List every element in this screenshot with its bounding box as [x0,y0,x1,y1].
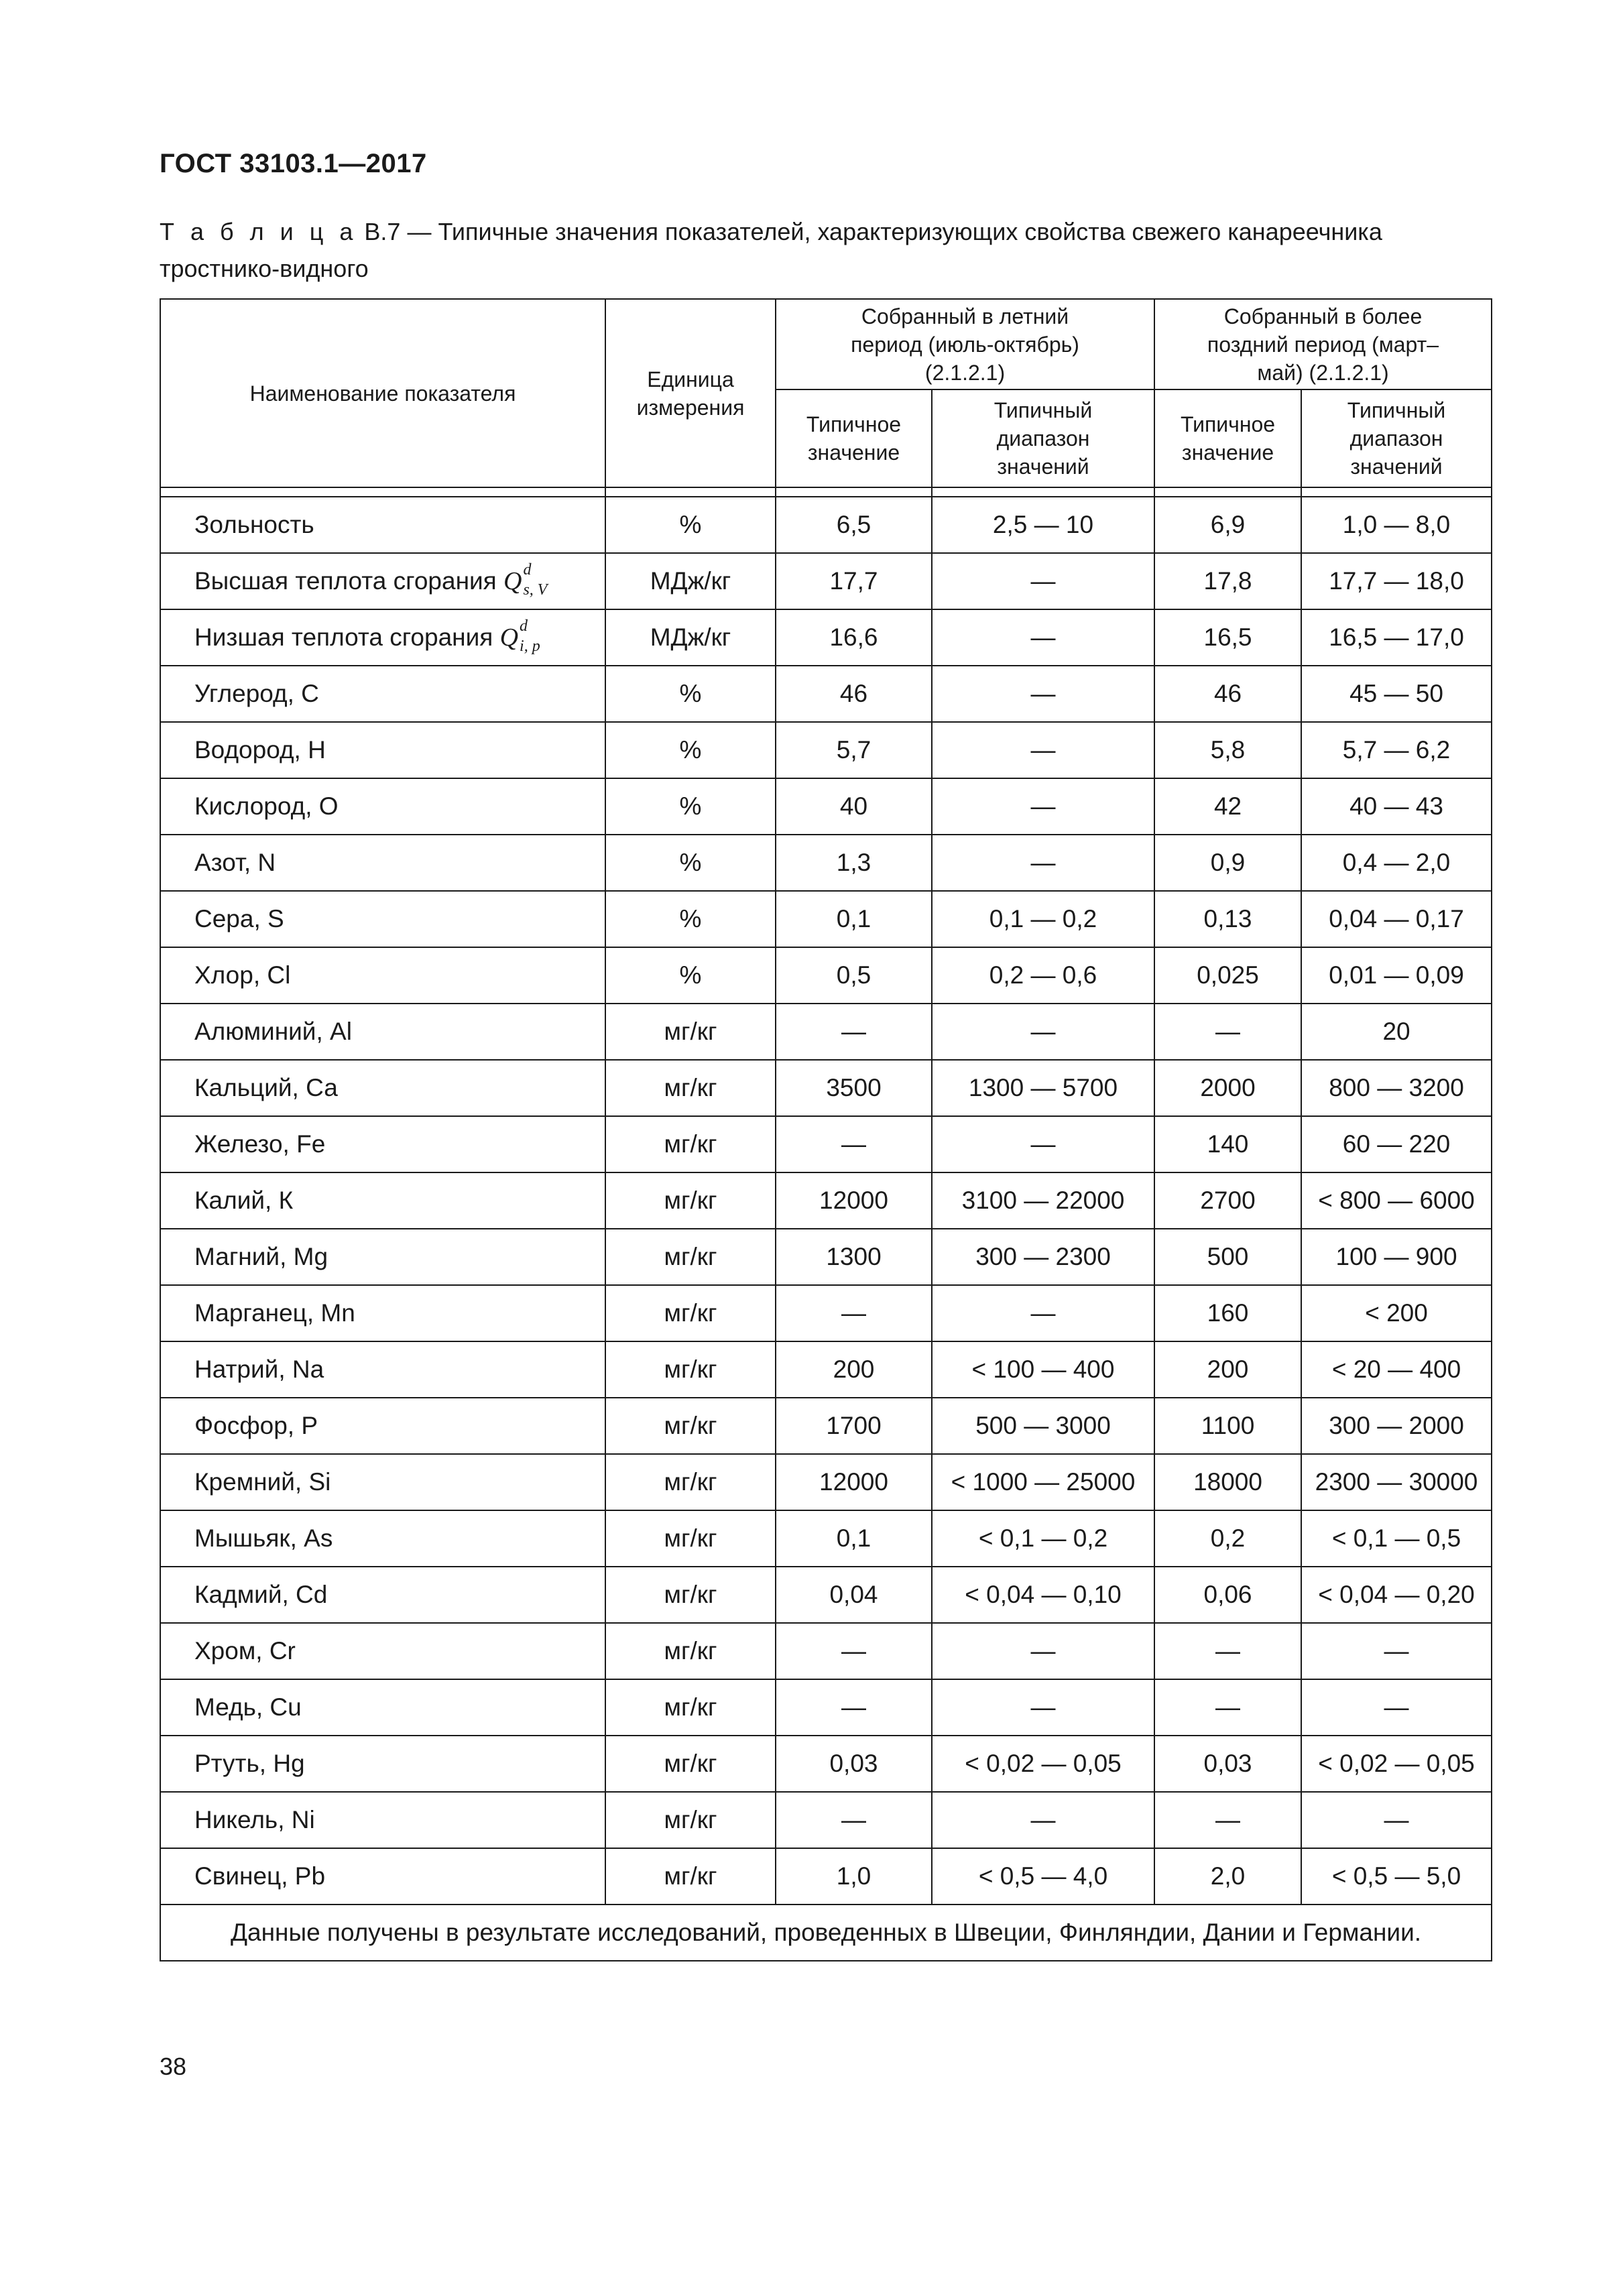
late-range-cell: 45 — 50 [1301,666,1492,722]
table-row [160,553,1492,609]
unit-cell: % [605,891,776,947]
formula-indices [522,561,552,599]
late-value-cell: 0,03 [1154,1736,1301,1792]
summer-range-cell: — [932,553,1154,609]
indicator-name: Низшая теплота сгорания [194,623,493,651]
summer-value-cell: 0,03 [776,1736,932,1792]
late-range-cell: < 0,04 — 0,20 [1301,1567,1492,1623]
table-row [160,947,1492,1004]
summer-value-cell: — [776,1679,932,1736]
indicator-name-cell [160,666,605,722]
unit-cell: % [605,947,776,1004]
summer-value-cell: — [776,1792,932,1848]
indicators-table [160,298,1492,1961]
unit-cell: мг/кг [605,1510,776,1567]
late-range-cell: 0,01 — 0,09 [1301,947,1492,1004]
late-value-cell: — [1154,1679,1301,1736]
table-row [160,666,1492,722]
summer-range-cell: < 0,5 — 4,0 [932,1848,1154,1905]
summer-value-cell: 1300 [776,1229,932,1285]
unit-cell: % [605,778,776,835]
late-range-cell: 20 [1301,1004,1492,1060]
indicator-name-cell [160,722,605,778]
table-row [160,1623,1492,1679]
unit-cell: мг/кг [605,1116,776,1172]
summer-range-cell: — [932,666,1154,722]
unit-cell: % [605,835,776,891]
late-range-cell: < 0,5 — 5,0 [1301,1848,1492,1905]
header-summer-typical-value: Типичное значение [776,389,932,487]
indicator-name: Водород, Н [194,736,326,764]
summer-range-cell: — [932,835,1154,891]
summer-value-cell: 0,1 [776,1510,932,1567]
unit-cell: МДж/кг [605,609,776,666]
header-summer-period: Собранный в летний период (июль-октябрь) (2.1.2.1) [776,299,1154,389]
table-row [160,1792,1492,1848]
header-summer-typical-range: Типичный диапазон значений [932,389,1154,487]
late-value-cell: — [1154,1792,1301,1848]
indicator-name-cell [160,1004,605,1060]
indicator-name: Кислород, О [194,792,339,820]
late-range-cell: 0,4 — 2,0 [1301,835,1492,891]
summer-range-cell: < 0,04 — 0,10 [932,1567,1154,1623]
indicator-name: Натрий, Na [194,1355,324,1383]
late-value-cell: 2,0 [1154,1848,1301,1905]
header-separator [160,487,1492,497]
summer-value-cell: 1700 [776,1398,932,1454]
indicator-name-cell [160,1792,605,1848]
table-row [160,1172,1492,1229]
table-row [160,497,1492,553]
summer-value-cell: 5,7 [776,722,932,778]
summer-range-cell: < 0,02 — 0,05 [932,1736,1154,1792]
summer-range-cell: 3100 — 22000 [932,1172,1154,1229]
summer-value-cell: 0,04 [776,1567,932,1623]
indicator-name-cell [160,609,605,666]
summer-value-cell: 6,5 [776,497,932,553]
table-caption [160,213,1494,287]
late-value-cell: — [1154,1623,1301,1679]
summer-range-cell: — [932,778,1154,835]
indicator-name: Никель, Ni [194,1806,315,1833]
late-range-cell: 17,7 — 18,0 [1301,553,1492,609]
indicator-name: Азот, N [194,849,276,876]
unit-cell: мг/кг [605,1341,776,1398]
indicator-name-cell [160,1623,605,1679]
unit-cell: мг/кг [605,1229,776,1285]
late-value-cell: 46 [1154,666,1301,722]
summer-value-cell: 46 [776,666,932,722]
unit-cell: мг/кг [605,1285,776,1341]
unit-cell: % [605,666,776,722]
formula-symbol: Q [503,566,522,595]
late-value-cell: 42 [1154,778,1301,835]
late-value-cell: 160 [1154,1285,1301,1341]
summer-value-cell: 1,0 [776,1848,932,1905]
indicator-name: Алюминий, Al [194,1018,352,1045]
summer-value-cell: 0,1 [776,891,932,947]
table-row [160,1736,1492,1792]
summer-range-cell: 2,5 — 10 [932,497,1154,553]
formula-subscript: i, p [520,638,540,656]
indicator-name-cell [160,1285,605,1341]
summer-range-cell: — [932,1116,1154,1172]
formula-symbol: Q [499,623,519,652]
indicator-name-cell [160,1454,605,1510]
late-value-cell: 0,13 [1154,891,1301,947]
indicator-name-cell [160,1848,605,1905]
indicator-name: Зольность [194,511,314,538]
summer-value-cell: — [776,1623,932,1679]
summer-value-cell: — [776,1116,932,1172]
indicator-name: Калий, К [194,1187,294,1214]
indicator-name-cell [160,497,605,553]
late-value-cell: 0,06 [1154,1567,1301,1623]
summer-value-cell: 17,7 [776,553,932,609]
indicator-name: Свинец, Pb [194,1862,326,1890]
table-row [160,835,1492,891]
summer-range-cell: 0,1 — 0,2 [932,891,1154,947]
table-row [160,1004,1492,1060]
table-footnote: Данные получены в результате исследований, проведенных в Швеции, Финляндии, Дании и Германии. [160,1905,1492,1961]
indicator-name-cell [160,553,605,609]
indicator-name-cell [160,1567,605,1623]
table-row [160,891,1492,947]
late-range-cell: 2300 — 30000 [1301,1454,1492,1510]
late-range-cell: 100 — 900 [1301,1229,1492,1285]
late-range-cell: < 20 — 400 [1301,1341,1492,1398]
table-row [160,1567,1492,1623]
indicator-name: Марганец, Mn [194,1299,355,1327]
indicator-name: Мышьяк, As [194,1524,333,1552]
indicator-name: Хром, Cr [194,1637,296,1665]
formula-superscript: d [523,561,532,579]
unit-cell: мг/кг [605,1398,776,1454]
late-value-cell: 0,2 [1154,1510,1301,1567]
table-row [160,1848,1492,1905]
caption-text: B.7 — Типичные значения показателей, характеризующих свойства свежего канареечника тростнико-видного [160,218,1382,282]
summer-range-cell: < 100 — 400 [932,1341,1154,1398]
late-value-cell: 6,9 [1154,497,1301,553]
late-range-cell: 16,5 — 17,0 [1301,609,1492,666]
summer-value-cell: 16,6 [776,609,932,666]
late-value-cell: 140 [1154,1116,1301,1172]
table-row [160,1679,1492,1736]
late-range-cell: 60 — 220 [1301,1116,1492,1172]
indicator-name: Магний, Mg [194,1243,328,1270]
indicator-name: Ртуть, Hg [194,1750,305,1777]
indicator-name-cell [160,1116,605,1172]
indicator-name: Хлор, Cl [194,961,291,989]
unit-cell: мг/кг [605,1679,776,1736]
unit-cell: мг/кг [605,1792,776,1848]
formula-superscript: d [520,617,528,636]
indicator-name: Кадмий, Cd [194,1581,328,1608]
late-value-cell: 0,9 [1154,835,1301,891]
indicator-name: Кремний, Si [194,1468,331,1496]
summer-range-cell: 1300 — 5700 [932,1060,1154,1116]
header-late-typical-range: Типичный диапазон значений [1301,389,1492,487]
summer-range-cell: — [932,1679,1154,1736]
summer-value-cell: 1,3 [776,835,932,891]
late-value-cell: 18000 [1154,1454,1301,1510]
summer-value-cell: 12000 [776,1454,932,1510]
late-value-cell: 2000 [1154,1060,1301,1116]
summer-range-cell: — [932,1623,1154,1679]
header-late-period: Собранный в более поздний период (март–май) (2.1.2.1) [1154,299,1492,389]
summer-range-cell: — [932,1792,1154,1848]
indicator-name-cell [160,778,605,835]
indicator-name: Медь, Cu [194,1693,302,1721]
late-value-cell: 2700 [1154,1172,1301,1229]
summer-value-cell: — [776,1285,932,1341]
late-range-cell: < 800 — 6000 [1301,1172,1492,1229]
table-row [160,722,1492,778]
header-indicator-name: Наименование показателя [160,299,605,487]
unit-cell: % [605,497,776,553]
late-value-cell: 16,5 [1154,609,1301,666]
table-row [160,1285,1492,1341]
unit-cell: мг/кг [605,1060,776,1116]
indicator-name-cell [160,1736,605,1792]
summer-value-cell: 200 [776,1341,932,1398]
indicator-name: Кальций, Са [194,1074,338,1101]
summer-value-cell: 0,5 [776,947,932,1004]
indicator-name-cell [160,947,605,1004]
late-range-cell: — [1301,1679,1492,1736]
header-late-typical-value: Типичное значение [1154,389,1301,487]
table-row [160,1116,1492,1172]
unit-cell: мг/кг [605,1567,776,1623]
header-unit: Единица измерения [605,299,776,487]
unit-cell: мг/кг [605,1004,776,1060]
summer-value-cell: 12000 [776,1172,932,1229]
late-range-cell: 40 — 43 [1301,778,1492,835]
summer-value-cell: 40 [776,778,932,835]
late-range-cell: 5,7 — 6,2 [1301,722,1492,778]
unit-cell: мг/кг [605,1172,776,1229]
unit-cell: мг/кг [605,1623,776,1679]
late-value-cell: 17,8 [1154,553,1301,609]
formula-indices [518,617,549,656]
unit-cell: мг/кг [605,1454,776,1510]
table-row [160,1341,1492,1398]
late-value-cell: 5,8 [1154,722,1301,778]
unit-cell: мг/кг [605,1848,776,1905]
late-range-cell: < 200 [1301,1285,1492,1341]
table-row [160,778,1492,835]
indicator-name-cell [160,1679,605,1736]
late-range-cell: 1,0 — 8,0 [1301,497,1492,553]
summer-range-cell: — [932,1285,1154,1341]
late-range-cell: 300 — 2000 [1301,1398,1492,1454]
page-number: 38 [160,2053,187,2080]
unit-cell: мг/кг [605,1736,776,1792]
late-value-cell: 0,025 [1154,947,1301,1004]
late-value-cell: — [1154,1004,1301,1060]
late-range-cell: 0,04 — 0,17 [1301,891,1492,947]
late-range-cell: < 0,02 — 0,05 [1301,1736,1492,1792]
indicator-name: Углерод, С [194,680,319,707]
table-row [160,1510,1492,1567]
summer-value-cell: 3500 [776,1060,932,1116]
indicator-name-cell [160,891,605,947]
caption-prefix: Т а б л и ц а [160,218,358,245]
table-row [160,1398,1492,1454]
indicator-name-cell [160,1060,605,1116]
late-value-cell: 500 [1154,1229,1301,1285]
table-row [160,1229,1492,1285]
late-value-cell: 1100 [1154,1398,1301,1454]
indicator-name-cell [160,1510,605,1567]
unit-cell: % [605,722,776,778]
indicator-name-cell [160,1229,605,1285]
indicator-name: Фосфор, Р [194,1412,318,1439]
document-header: ГОСТ 33103.1—2017 [160,149,427,178]
table-row [160,1060,1492,1116]
summer-range-cell: — [932,722,1154,778]
summer-range-cell: — [932,609,1154,666]
unit-cell: МДж/кг [605,553,776,609]
indicator-name-cell [160,1172,605,1229]
late-range-cell: 800 — 3200 [1301,1060,1492,1116]
table-row [160,609,1492,666]
late-range-cell: — [1301,1792,1492,1848]
formula-subscript: s, V [523,581,548,599]
indicator-name-cell [160,1341,605,1398]
late-range-cell: < 0,1 — 0,5 [1301,1510,1492,1567]
indicator-name: Высшая теплота сгорания [194,566,497,595]
indicator-name-cell [160,1398,605,1454]
summer-range-cell: < 1000 — 25000 [932,1454,1154,1510]
summer-range-cell: 500 — 3000 [932,1398,1154,1454]
indicator-name: Железо, Fe [194,1130,326,1158]
indicator-name: Сера, S [194,905,284,932]
summer-range-cell: — [932,1004,1154,1060]
summer-range-cell: < 0,1 — 0,2 [932,1510,1154,1567]
table-row [160,1454,1492,1510]
summer-range-cell: 300 — 2300 [932,1229,1154,1285]
summer-range-cell: 0,2 — 0,6 [932,947,1154,1004]
summer-value-cell: — [776,1004,932,1060]
late-range-cell: — [1301,1623,1492,1679]
late-value-cell: 200 [1154,1341,1301,1398]
indicator-name-cell [160,835,605,891]
